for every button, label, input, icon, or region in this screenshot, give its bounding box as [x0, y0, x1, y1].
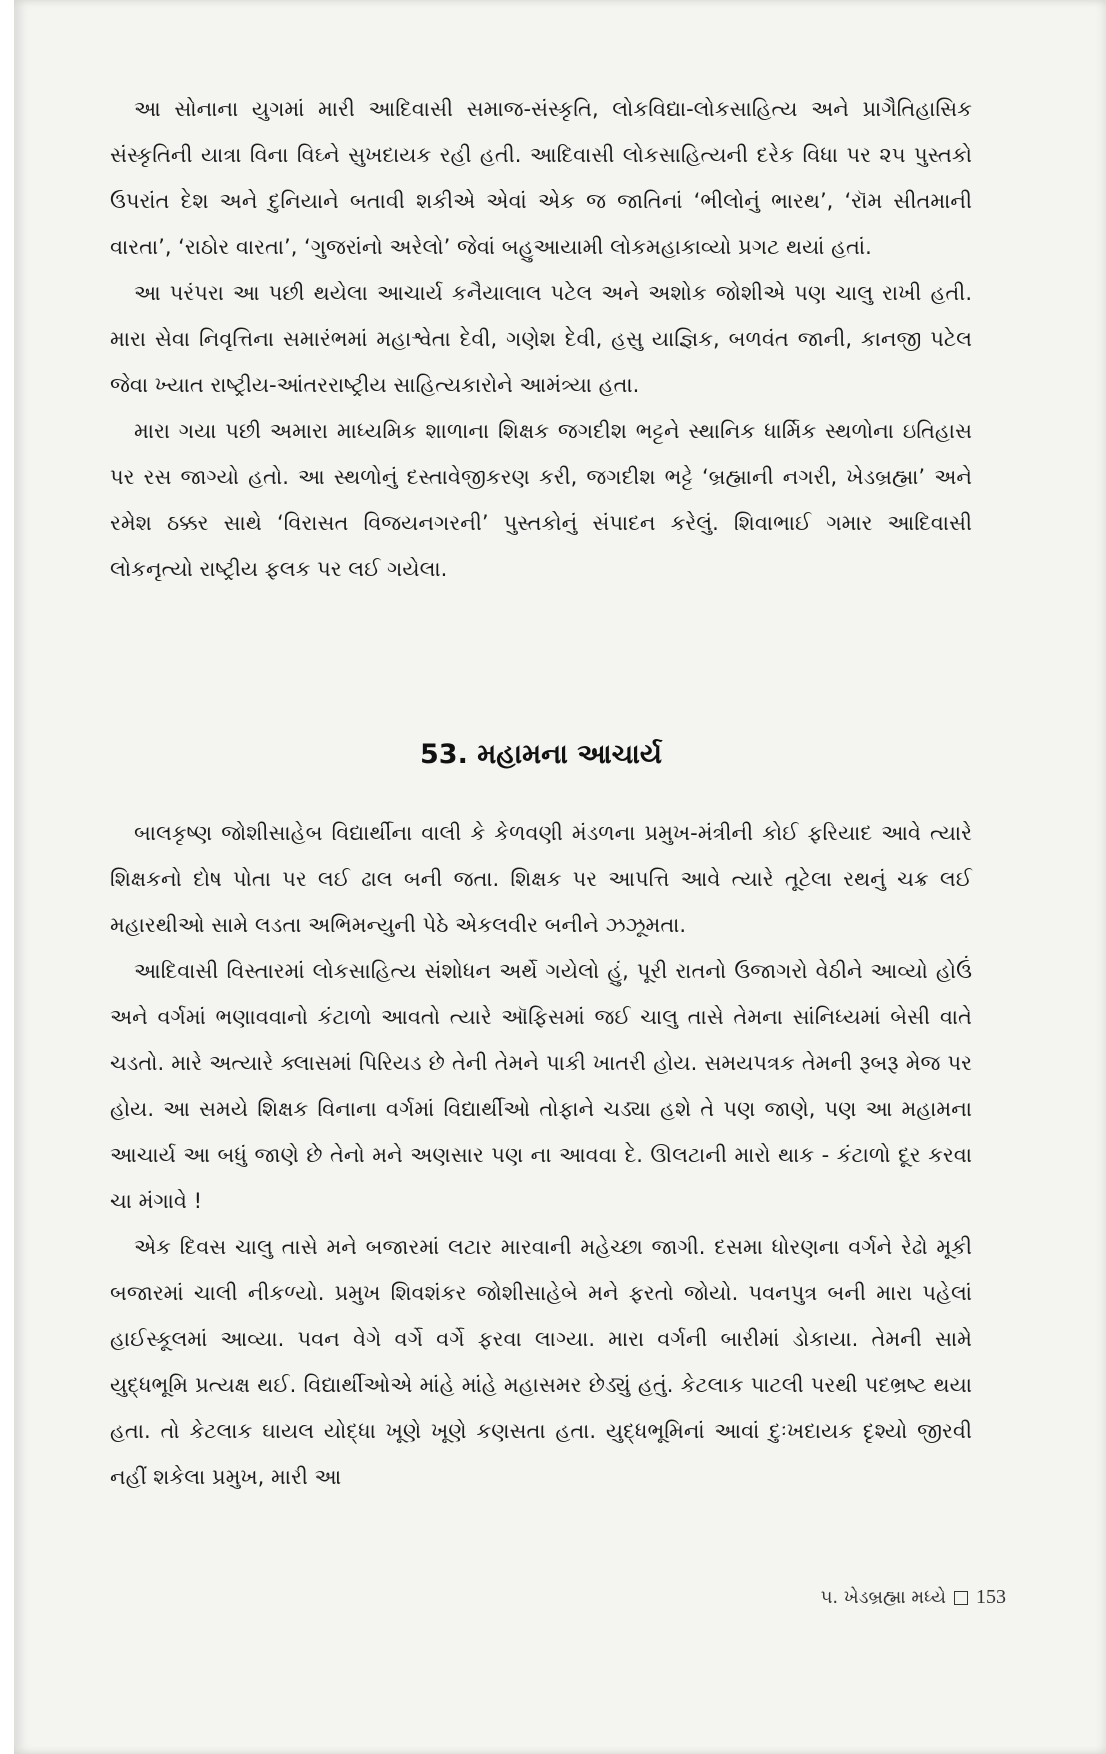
paragraph: આદિવાસી વિસ્તારમાં લોકસાહિત્ય સંશોધન અર્થે ગયેલો હું, પૂરી રાતનો ઉજાગરો વેઠીને આવ્યો હોઉં અને વર્ગમાં ભણાવવાનો કંટાળો આવતો ત્યારે ઑફિસમાં જઈ ચાલુ તાસે તેમના સાંનિધ્યમાં બેસી વાતે ચડતો. મારે અત્યારે ક્લાસમાં પિરિયડ છે તેની તેમને પાકી ખાતરી હોય. સમયપત્રક તેમની રૂબરૂ મેજ પર હોય. આ સમયે શિક્ષક વિનાના વર્ગમાં વિદ્યાર્થીઓ તોફાને ચડ્યા હશે તે પણ જાણે, પણ આ મહામના આચાર્ય આ બધું જાણે છે તેનો મને અણસાર પણ ના આવવા દે. ઊલટાની મારો થાક - કંટાળો દૂર કરવા ચા મંગાવે !: [110, 959, 972, 1213]
paragraph: આ સોનાના યુગમાં મારી આદિવાસી સમાજ-સંસ્કૃતિ, લોકવિદ્યા-લોકસાહિત્ય અને પ્રાગૈતિહાસિક સંસ્કૃતિની યાત્રા વિના વિઘ્ને સુખદાયક રહી હતી. આદિવાસી લોકસાહિત્યની દરેક વિધા પર ૨૫ પુસ્તકો ઉપરાંત દેશ અને દુનિયાને બતાવી શકીએ એવાં એક જ જાતિનાં ‘ભીલોનું ભારથ’, ‘રૉમ સીતમાની વારતા’, ‘રાઠોર વારતા’, ‘ગુજરાંનો અરેલો’ જેવાં બહુઆયામી લોકમહાકાવ્યો પ્રગટ થયાં હતાં.: [110, 97, 972, 259]
paragraph: એક દિવસ ચાલુ તાસે મને બજારમાં લટાર મારવાની મહેચ્છા જાગી. દસમા ધોરણના વર્ગને રેઢો મૂકી બજારમાં ચાલી નીકળ્યો. પ્રમુખ શિવશંકર જોશીસાહેબે મને ફરતો જોયો. પવનપુત્ર બની મારા પહેલાં હાઈસ્કૂલમાં આવ્યા. પવન વેગે વર્ગે વર્ગે ફરવા લાગ્યા. મારા વર્ગની બારીમાં ડોકાયા. તેમની સામે યુદ્ધભૂમિ પ્રત્યક્ષ થઈ. વિદ્યાર્થીઓએ માંહે માંહે મહાસમર છેડ્યું હતું. કેટલાક પાટલી પરથી પદભ્રષ્ટ થયા હતા. તો કેટલાક ઘાયલ યોદ્ધા ખૂણે ખૂણે કણસતા હતા. યુદ્ધભૂમિનાં આવાં દુઃખદાયક દૃશ્યો જીરવી નહીં શકેલા પ્રમુખ, મારી આ: [110, 1235, 972, 1489]
book-page: [14, 0, 1106, 1754]
page-footer: [821, 1586, 1006, 1609]
page-number: 153: [976, 1586, 1006, 1608]
paragraph: મારા ગયા પછી અમારા માધ્યમિક શાળાના શિક્ષક જગદીશ ભટ્ટને સ્થાનિક ધાર્મિક સ્થળોના ઇતિહાસ પર રસ જાગ્યો હતો. આ સ્થળોનું દસ્તાવેજીકરણ કરી, જગદીશ ભટ્ટે ‘બ્રહ્માની નગરી, ખેડબ્રહ્મા’ અને રમેશ ઠક્કર સાથે ‘વિરાસત વિજયનગરની’ પુસ્તકોનું સંપાદન કરેલું. શિવાભાઈ ગમાર આદિવાસી લોકનૃત્યો રાષ્ટ્રીય ફલક પર લઈ ગયેલા.: [110, 419, 972, 581]
square-icon: [954, 1591, 968, 1605]
section-heading: 53. મહામના આચાર્ય: [420, 739, 662, 770]
paragraph: આ પરંપરા આ પછી થયેલા આચાર્ય કનૈયાલાલ પટેલ અને અશોક જોશીએ પણ ચાલુ રાખી હતી. મારા સેવા નિવૃત્તિના સમારંભમાં મહાશ્વેતા દેવી, ગણેશ દેવી, હસુ યાજ્ઞિક, બળવંત જાની, કાનજી પટેલ જેવા ખ્યાત રાષ્ટ્રીય-આંતરરાષ્ટ્રીય સાહિત્યકારોને આમંત્ર્યા હતા.: [110, 281, 972, 397]
text-section-before: [110, 86, 972, 592]
footer-chapter: ૫. ખેડબ્રહ્મા મધ્યે: [820, 1587, 946, 1608]
text-section-after: [110, 810, 972, 1500]
paragraph: બાલકૃષ્ણ જોશીસાહેબ વિદ્યાર્થીના વાલી કે કેળવણી મંડળના પ્રમુખ-મંત્રીની કોઈ ફરિયાદ આવે ત્યારે શિક્ષકનો દોષ પોતા પર લઈ ઢાલ બની જતા. શિક્ષક પર આપત્તિ આવે ત્યારે તૂટેલા રથનું ચક્ર લઈ મહારથીઓ સામે લડતા અભિમન્યુની પેઠે એકલવીર બનીને ઝઝૂમતા.: [110, 821, 972, 937]
